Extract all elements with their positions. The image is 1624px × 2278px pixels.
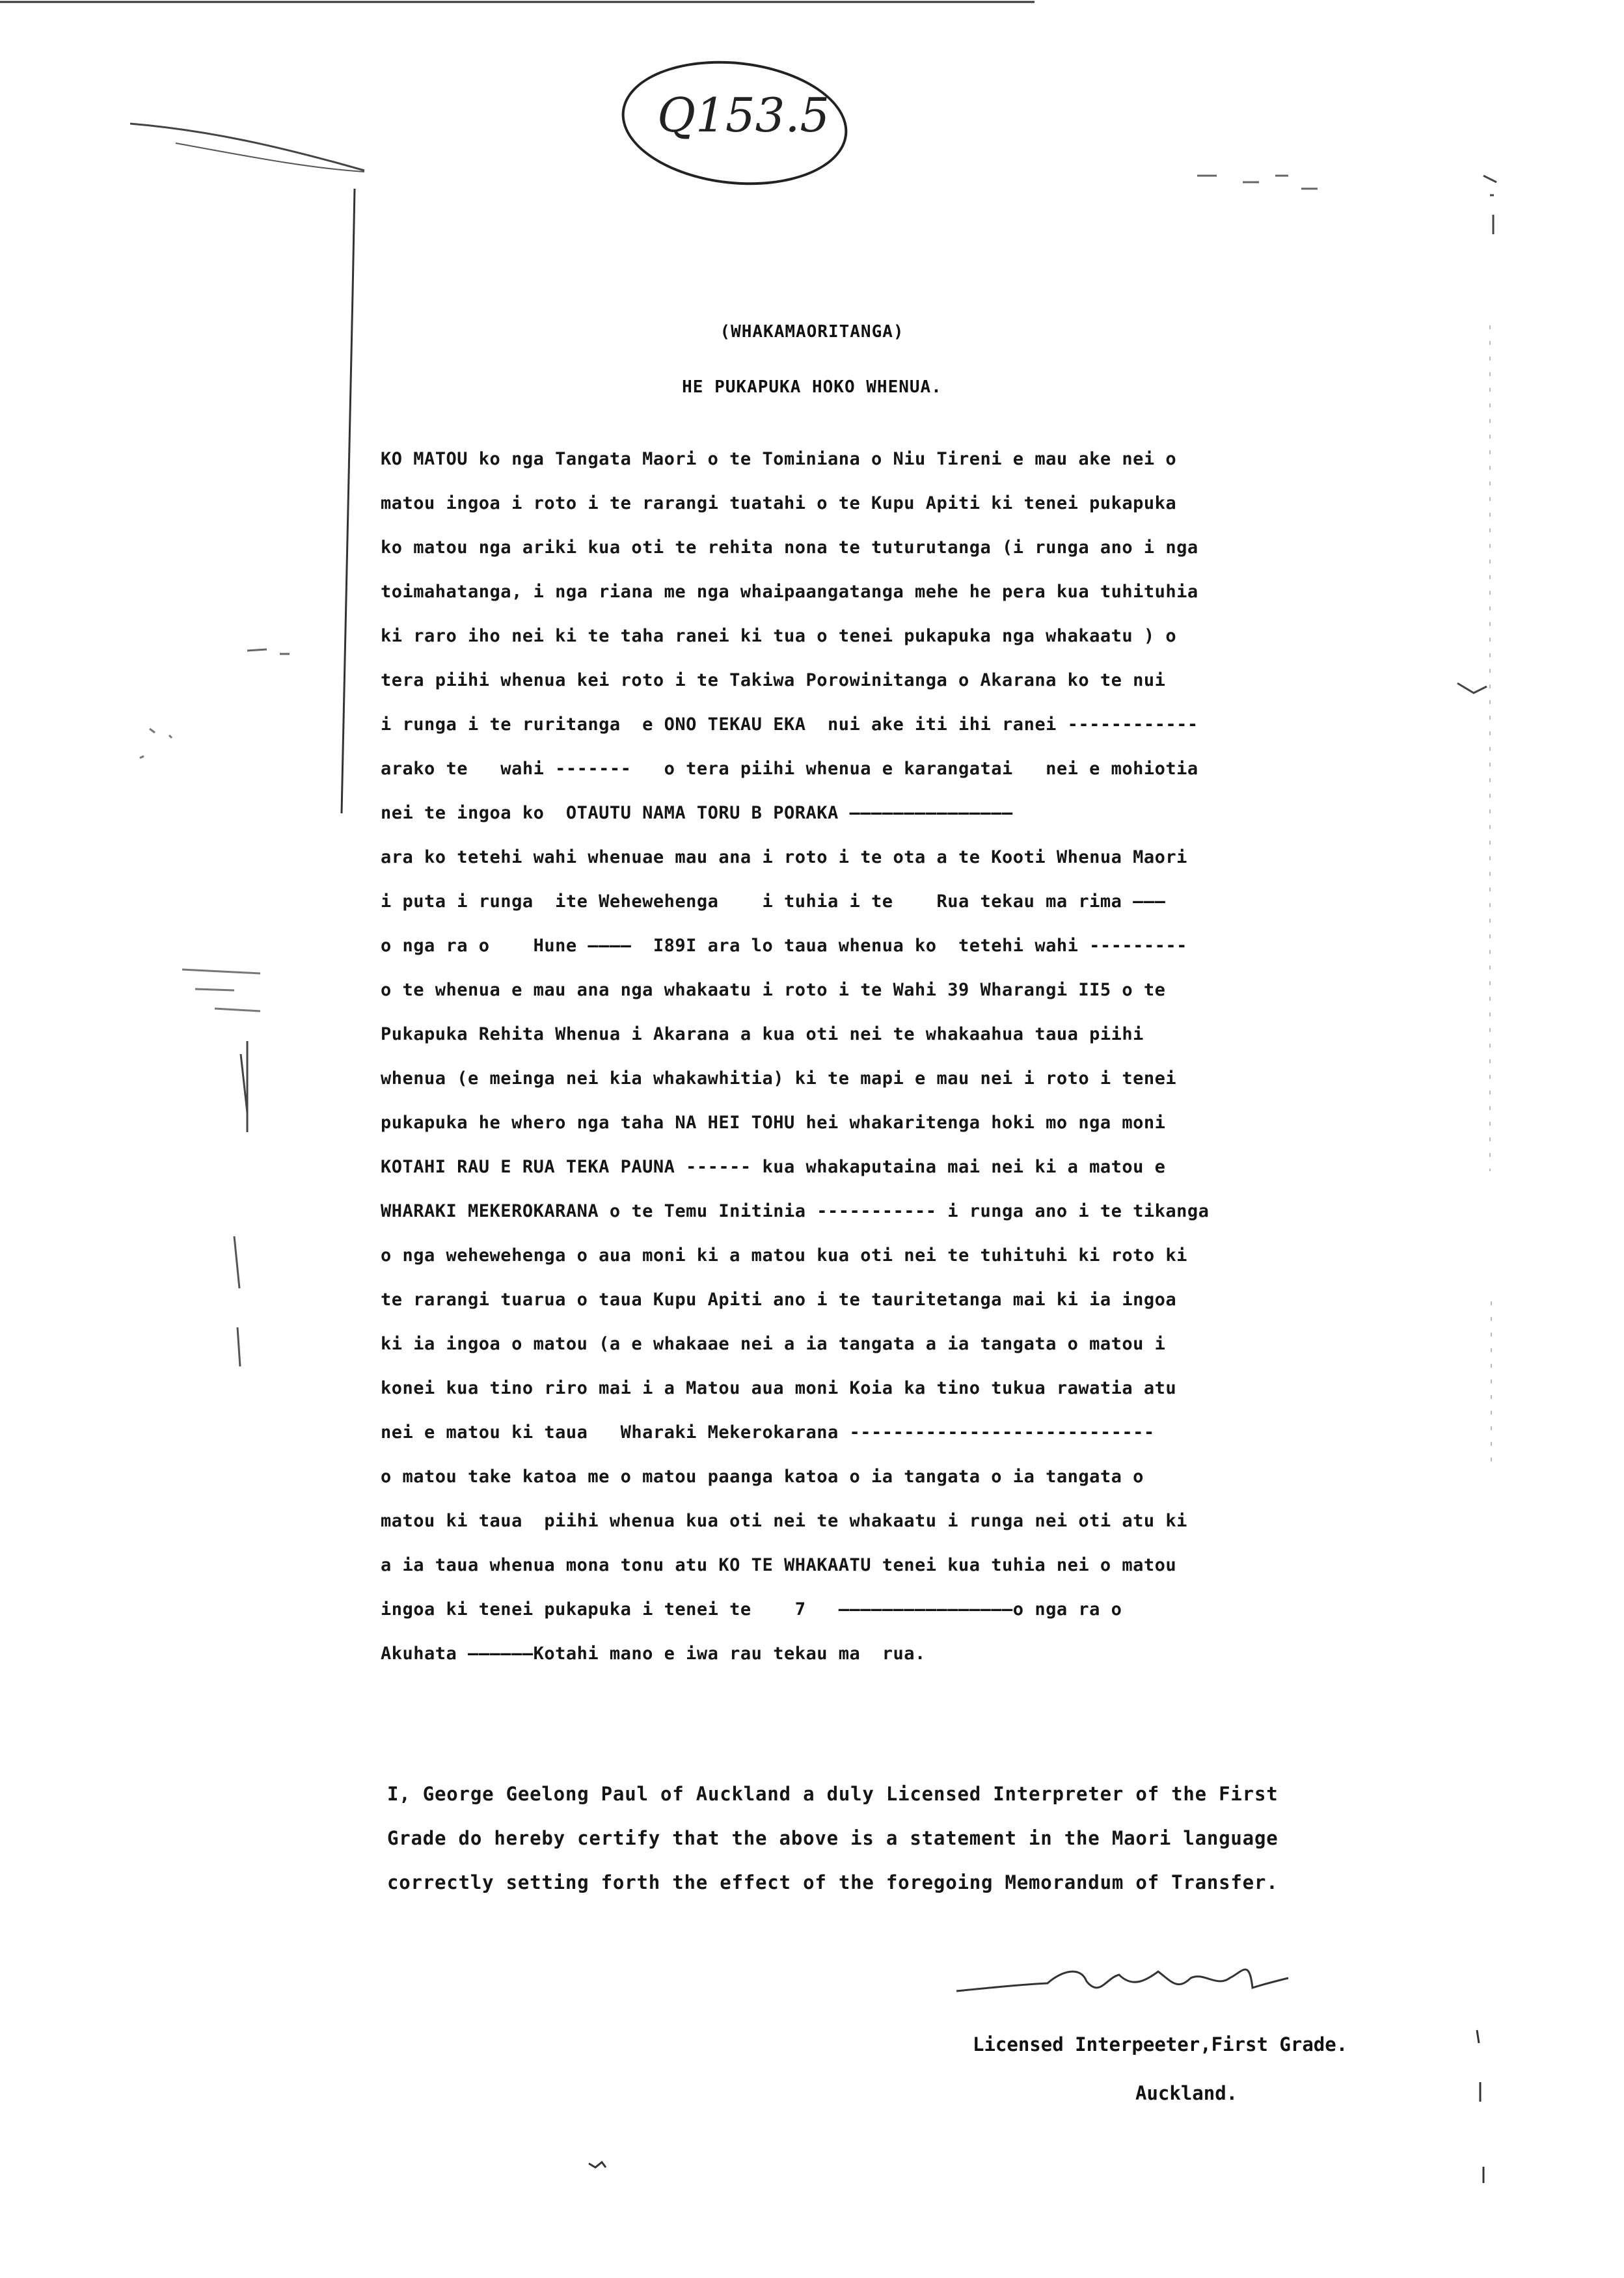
body-line: i runga i te ruritanga e ONO TEKAU EKA nui ake iti ihi ranei ------------ (381, 714, 1198, 735)
body-line: Pukapuka Rehita Whenua i Akarana a kua oti nei te whakaahua taua piihi (381, 1024, 1144, 1044)
body-line: whenua (e meinga nei kia whakawhitia) ki te mapi e mau nei i roto i tenei (381, 1068, 1177, 1089)
document-subtitle: HE PUKAPUKA HOKO WHENUA. (682, 377, 942, 397)
body-line: toimahatanga, i nga riana me nga whaipaangatanga mehe he pera kua tuhituhia (381, 582, 1198, 602)
body-line: Akuhata ——————Kotahi mano e iwa rau tekau ma rua. (381, 1644, 926, 1664)
certificate-line: correctly setting forth the effect of the foregoing Memorandum of Transfer. (387, 1871, 1279, 1893)
body-line: matou ki taua piihi whenua kua oti nei te whakaatu i runga nei oti atu ki (381, 1511, 1187, 1531)
body-line: i puta i runga ite Wehewehenga i tuhia i te Rua tekau ma rima ——— (381, 891, 1166, 912)
body-line: matou ingoa i roto i te rarangi tuatahi o te Kupu Apiti ki tenei pukapuka (381, 493, 1177, 513)
body-line: ingoa ki tenei pukapuka i tenei te 7 ————————————————o nga ra o (381, 1599, 1122, 1620)
body-line: o nga wehewehenga o aua moni ki a matou kua oti nei te tuhituhi ki roto ki (381, 1245, 1187, 1266)
body-line: pukapuka he whero nga taha NA HEI TOHU hei whakaritenga hoki mo nga moni (381, 1113, 1166, 1133)
body-line: te rarangi tuarua o taua Kupu Apiti ano i te tauritetanga mai ki ia ingoa (381, 1290, 1177, 1310)
body-line: ki ia ingoa o matou (a e whakaae nei a ia tangata a ia tangata o matou i (381, 1334, 1166, 1354)
body-line: arako te wahi ------- o tera piihi whenua e karangatai nei e mohiotia (381, 759, 1198, 779)
signature-caption: Licensed Interpeeter,First Grade. (973, 2033, 1348, 2055)
body-line: tera piihi whenua kei roto i te Takiwa Porowinitanga o Akarana ko te nui (381, 670, 1166, 690)
body-line: o te whenua e mau ana nga whakaatu i roto i te Wahi 39 Wharangi II5 o te (381, 980, 1166, 1000)
signature-place: Auckland. (1135, 2082, 1238, 2104)
body-line: ki raro iho nei ki te taha ranei ki tua o tenei pukapuka nga whakaatu ) o (381, 626, 1177, 646)
body-line: nei e matou ki taua Wharaki Mekerokarana ---------------------------- (381, 1422, 1155, 1443)
body-line: KOTAHI RAU E RUA TEKA PAUNA ------ kua whakaputaina mai nei ki a matou e (381, 1157, 1166, 1177)
body-line: o nga ra o Hune ———— I89I ara lo taua whenua ko tetehi wahi --------- (381, 936, 1187, 956)
body-line: konei kua tino riro mai i a Matou aua moni Koia ka tino tukua rawatia atu (381, 1378, 1177, 1398)
body-line: ko matou nga ariki kua oti te rehita nona te tuturutanga (i runga ano i nga (381, 537, 1198, 558)
reference-number: Q153.5 (657, 88, 830, 142)
body-line: WHARAKI MEKEROKARANA o te Temu Initinia ----------- i runga ano i te tikanga (381, 1201, 1210, 1221)
body-line: ara ko tetehi wahi whenuae mau ana i roto i te ota a te Kooti Whenua Maori (381, 847, 1187, 867)
document-title: (WHAKAMAORITANGA) (720, 322, 904, 342)
body-line: KO MATOU ko nga Tangata Maori o te Tominiana o Niu Tireni e mau ake nei o (381, 449, 1177, 469)
body-line: nei te ingoa ko OTAUTU NAMA TORU B PORAKA ——————————————— (381, 803, 1013, 823)
certificate-line: Grade do hereby certify that the above is a statement in the Maori language (387, 1827, 1279, 1849)
body-line: a ia taua whenua mona tonu atu KO TE WHAKAATU tenei kua tuhia nei o matou (381, 1555, 1177, 1575)
certificate-line: I, George Geelong Paul of Auckland a duly Licensed Interpreter of the First (387, 1783, 1279, 1805)
signature-scribble (956, 1970, 1288, 1991)
body-line: o matou take katoa me o matou paanga katoa o ia tangata o ia tangata o (381, 1467, 1144, 1487)
